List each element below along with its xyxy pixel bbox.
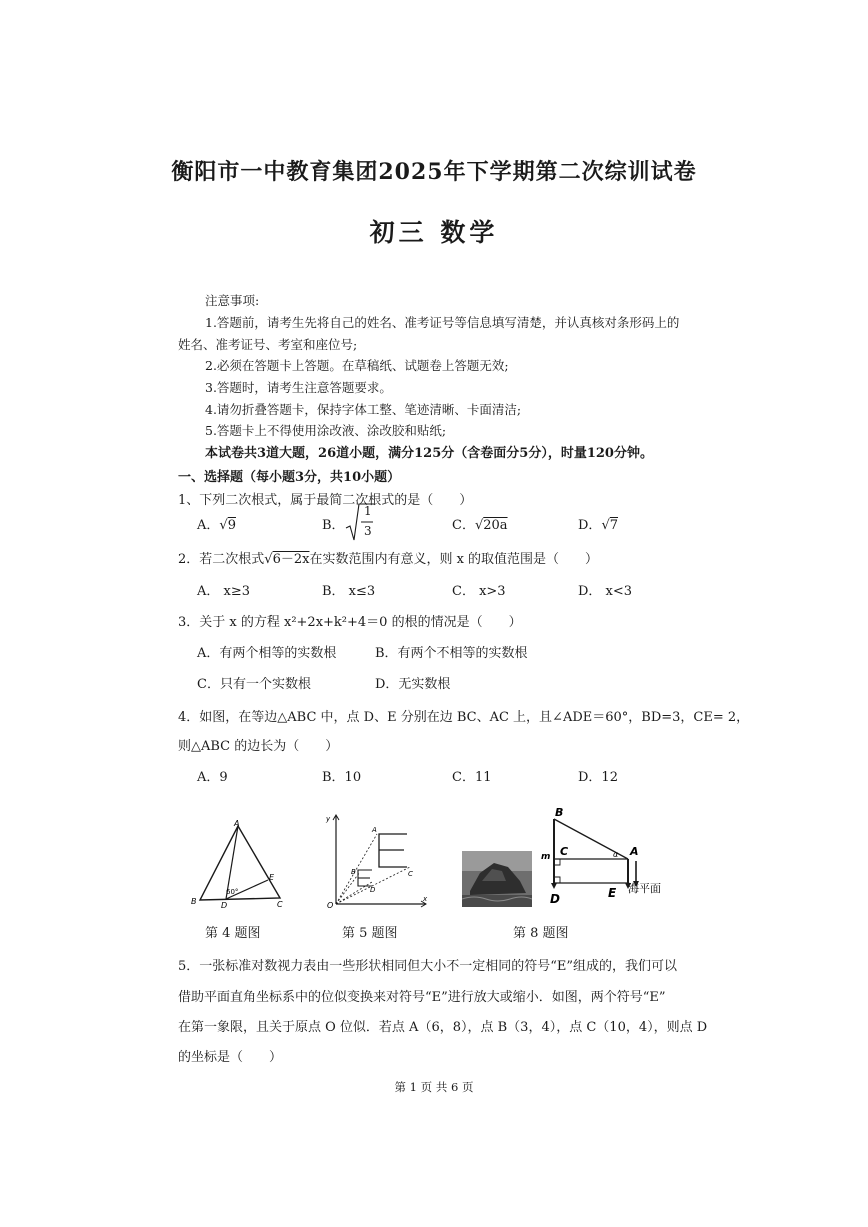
fig8-label-d: D	[550, 892, 560, 906]
q1-option-c: C．√20a	[452, 518, 508, 533]
q4-stem-line1: 4．如图，在等边△ABC 中，点 D、E 分别在边 BC、AC 上，且∠ADE＝60°，BD=3，CE= 2，	[178, 710, 750, 725]
note-item-5: 5.答题卡上不得使用涂改液、涂改胶和贴纸;	[205, 423, 447, 438]
q5-line2: 借助平面直角坐标系中的位似变换来对符号“E”进行放大或缩小．如图，两个符号“E”	[178, 990, 666, 1005]
figure-5-caption: 第 5 题图	[342, 926, 398, 941]
q1-option-d: D．√7	[578, 518, 619, 533]
fig5-label-y: y	[326, 815, 331, 823]
exam-title: 衡阳市一中教育集团2025年下学期第二次综训试卷	[171, 159, 697, 185]
q3-option-a: A．有两个相等的实数根	[197, 646, 337, 661]
q4-option-a: A．9	[197, 770, 228, 785]
note-item-3: 3.答题时，请考生注意答题要求。	[205, 380, 392, 395]
figure-5-coordinate-plane	[322, 812, 432, 910]
q5-line1: 5．一张标准对数视力表由一些形状相同但大小不一定相同的符号“E”组成的，我们可以	[178, 959, 678, 974]
q2-option-d: D． x<3	[578, 584, 633, 599]
figure-4-triangle	[188, 818, 288, 908]
fig5-label-a: A	[372, 826, 377, 834]
q1-stem: 1、下列二次根式，属于最简二次根式的是（ ）	[178, 493, 473, 508]
exam-subtitle: 初三 数学	[369, 218, 499, 247]
q5-line3: 在第一象限，且关于原点 O 位似．若点 A（6，8），点 B（3，4），点 C（10，4），则点 D	[178, 1020, 708, 1035]
note-item-4: 4.请勿折叠答题卡，保持字体工整、笔迹清晰、卡面清洁;	[205, 402, 522, 417]
q3-option-b: B．有两个不相等的实数根	[375, 646, 528, 661]
q4-stem-line2: 则△ABC 的边长为（ ）	[178, 739, 339, 754]
fig5-label-o: O	[327, 901, 334, 910]
figure-4-caption: 第 4 题图	[205, 926, 261, 941]
fig8-label-sea-level: 海平面	[628, 882, 661, 895]
q4-option-d: D．12	[578, 770, 618, 785]
figure-8-lighthouse-diagram	[536, 803, 676, 911]
note-item-1-line1: 1.答题前，请考生先将自己的姓名、准考证号等信息填写清楚，并认真核对条形码上的	[205, 315, 680, 330]
fig4-label-c: C	[277, 900, 283, 908]
fig5-label-d: D	[370, 886, 376, 894]
q2-stem: 2．若二次根式√6－2x在实数范围内有意义，则 x 的取值范围是（ ）	[178, 552, 599, 567]
note-item-2: 2.必须在答题卡上答题。在草稿纸、试题卷上答题无效;	[205, 358, 509, 373]
figure-8-caption: 第 8 题图	[513, 926, 569, 941]
page-number: 第 1 页 共 6 页	[394, 1080, 474, 1094]
q4-option-b: B．10	[322, 770, 362, 785]
fig5-label-c: C	[408, 870, 413, 878]
exam-summary: 本试卷共3道大题，26道小题，满分125分（含卷面分5分），时量120分钟。	[205, 446, 653, 461]
fig8-label-a: A	[630, 845, 639, 858]
figure-8-island-photo	[462, 851, 532, 907]
notes-heading: 注意事项:	[205, 293, 260, 308]
q2-option-a: A． x≥3	[197, 584, 251, 599]
fig4-label-d: D	[221, 901, 228, 908]
q2-option-c: C． x>3	[452, 584, 506, 599]
q3-stem: 3．关于 x 的方程 x²+2x+k²+4＝0 的根的情况是（ ）	[178, 615, 522, 630]
fig4-label-a: A	[234, 819, 240, 828]
section-1-heading: 一、选择题（每小题3分，共10小题）	[178, 470, 401, 485]
note-item-1-line2: 姓名、准考证号、考室和座位号;	[178, 337, 358, 352]
q2-option-b: B． x≤3	[322, 584, 376, 599]
q3-option-c: C．只有一个实数根	[197, 677, 311, 692]
q3-option-d: D．无实数根	[375, 677, 451, 692]
q1-option-a: A．√9	[197, 518, 236, 533]
fig4-angle-label: 60°	[226, 888, 239, 896]
q5-line4: 的坐标是（ ）	[178, 1050, 283, 1065]
fig5-label-b: B	[351, 868, 356, 876]
fig8-label-c: C	[560, 845, 569, 858]
fig8-label-alpha: α	[613, 850, 619, 859]
fig5-label-x: x	[423, 895, 428, 903]
fig4-label-e: E	[269, 873, 275, 882]
fig8-label-m: m	[541, 852, 551, 862]
fig8-label-b: B	[555, 806, 564, 819]
q4-option-c: C．11	[452, 770, 492, 785]
fig8-label-e: E	[608, 886, 617, 900]
fig4-label-b: B	[191, 897, 197, 906]
